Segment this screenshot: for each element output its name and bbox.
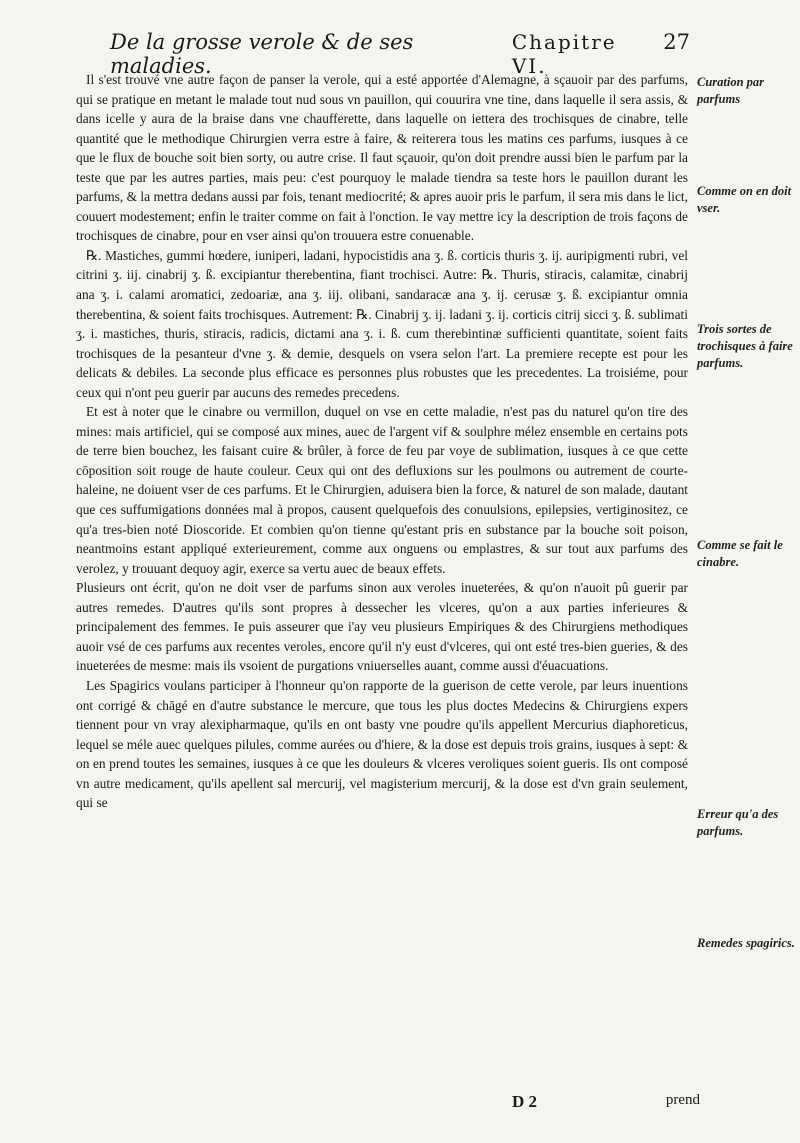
paragraph-opinions: Plusieurs ont écrit, qu'on ne doit vser de parfums sinon aux veroles inueterées, & qu'on n'auoit pû guerir par autres remedes. D'autres qu'ils sont propres à dessecher les vlceres, qu'on a aux parties inferieures & principalement des femmes. Ie puis asseurer que i'ay veu plusieurs Empiriques & des Chirurgiens methodiques auoir vsé de ces parfums aux recentes veroles, encore qu'il n'y eust d'vlceres, qui ont esté tres-bien gueries, & des inueterées de mesme: mais ils vsoient de purgations vniuerselles auant, comme aussi d'éuacuations. (76, 580, 688, 674)
main-text (76, 70, 688, 813)
margin-note-trochisques: Trois sortes de trochisques à faire parfums. (697, 322, 793, 370)
running-title: De la grosse verole & de ses maladies. (110, 30, 414, 78)
catchword: prend (665, 1092, 700, 1108)
margin-note-usage: Comme on en doit vser. (697, 184, 792, 215)
paragraph-perfumes: Il s'est trouvé vne autre façon de panser la verole, qui a esté apportée d'Alemagne, à sçauoir par des parfums, qui se pratique en metant le malade tout nud sous vn pauillon, qui couurira vne tine, dans laquelle il sera assis, & dans icelle y aura de la braise dans vne chaufferette, dans laquelle on iettera des trochisques de cinabre, telle quantité que le methodique Chirurgien verra estre à faire, & reiterera tous les matins ces parfums, iusques à ce que le flux de bouche soit bien sorty, ou autre crise. Il faut sçauoir, qu'on doit prendre aussi bien le parfum par la teste que par les autres parties, mais peu: c'est pourquoy le malade tiendra sa teste hors le pauillon durant les parfums, & la mettra dedans aussi par fois, tenant mediocrité; & apres auoir pris le parfum, il sera mis dans le lict, couuert modestement; enfin le traiter comme on fait à l'onction. Ie vay mettre icy la description de trois façons de trochisques de cinabre, pour en vser ainsi qu'on trouuera estre conuenable. (76, 72, 688, 244)
chapter-label: Chapitre VI. (511, 30, 617, 78)
margin-note-spagirics: Remedes spagirics. (697, 936, 795, 950)
signature-mark: D 2 (512, 1092, 538, 1111)
page-number: 27 (663, 30, 690, 54)
margin-note-curation: Curation par parfums (697, 75, 765, 106)
paragraph-spagirics: Les Spagirics voulans participer à l'honneur qu'on rapporte de la guerison de cette verole, par leurs inuentions ont corrigé & chāgé en d'autre substance le mercure, que tous les plus doctes Medecins & Chirurgiens expers tiennent pour vn vray alexipharmaque, qu'ils en ont basty vne poudre qu'ils appellent Mercurius diaphoreticus, lequel se méle auec quelques pilules, comme aurées ou d'hiere, & la dose est depuis trois grains, iusques à sept: & on en prend toutes les semaines, iusques à ce que les douleurs & vlceres veroliques soient gueris. Ils ont composé vn autre medicament, qu'ils apellent sal mercurij, vel magisterium mercurij, & la dose est d'vn grain seulement, qui se (76, 677, 688, 811)
paragraph-recipes: ℞. Mastiches, gummi hœdere, iuniperi, ladani, hypocistidis ana ʒ. ß. corticis thuris ʒ. ij. auripigmenti rubri, vel citrini ʒ. iij. cinabrij ʒ. ß. excipiantur therebentina, fiant trochisci. Autre: ℞. Thuris, stiracis, calamitæ, cinabrij ana ʒ. i. calami aromatici, zedoariæ, ana ʒ. iij. olibani, sandaracæ ana ʒ. ij. cerusæ ʒ. ß. excipiantur omnia therebentina, & soient faits trochisques. Autrement: ℞. Cinabrij ʒ. ij. ladani ʒ. ij. corticis citrij sicci ʒ. ß. sublimati ʒ. i. mastiches, thuris, stiracis, radicis, dictami ana ʒ. i. ß. cum therebintinæ sufficienti quantitate, soient faits trochisques de la pesanteur d'vne ʒ. & demie, desquels on vsera selon l'art. La premiere recepte est pour les delicats & debiles. La seconde plus efficace es personnes plus robustes que les precedentes. La troisiéme, pour ceux qui n'ont peu guerir par aucuns des remedes precedens. (76, 247, 688, 400)
paragraph-cinnabar: Et est à noter que le cinabre ou vermillon, duquel on vse en cette maladie, n'est pas du naturel qu'on tire des mines: mais artificiel, qui se composé aux mines, auec de l'argent vif & soulphre mélez ensemble en certains pots de terre bien bouchez, les faisant cuire & brûler, à force de feu par voye de sublimation, iusques à ce que cette cōposition soit rouge de haute couleur. Ceux qui ont des defluxions sur les poulmons ou autrement de courte-haleine, ne doiuent vser de ces parfums. Et le Chirurgien, aduisera bien la force, & naturel de son malade, dautant que ces suffumigations données mal à propos, causent quelquefois des conuulsions, epilepsies, vertiginositez, ce qu'a tres-bien noté Dioscoride. Et combien qu'on tienne qu'estant pris en substance par la bouche soit poison, neantmoins estant appliqué exterieurement, comme aux onguens ou emplastres, & sur tout aux parfums des verolez, y trouuant dequoy agir, exerce sa vertu auec de beaux effets. (76, 404, 688, 576)
page-footer (500, 1092, 700, 1112)
margin-note-cinabre: Comme se fait le cinabre. (697, 538, 783, 569)
margin-note-erreur: Erreur qu'a des parfums. (697, 807, 779, 838)
